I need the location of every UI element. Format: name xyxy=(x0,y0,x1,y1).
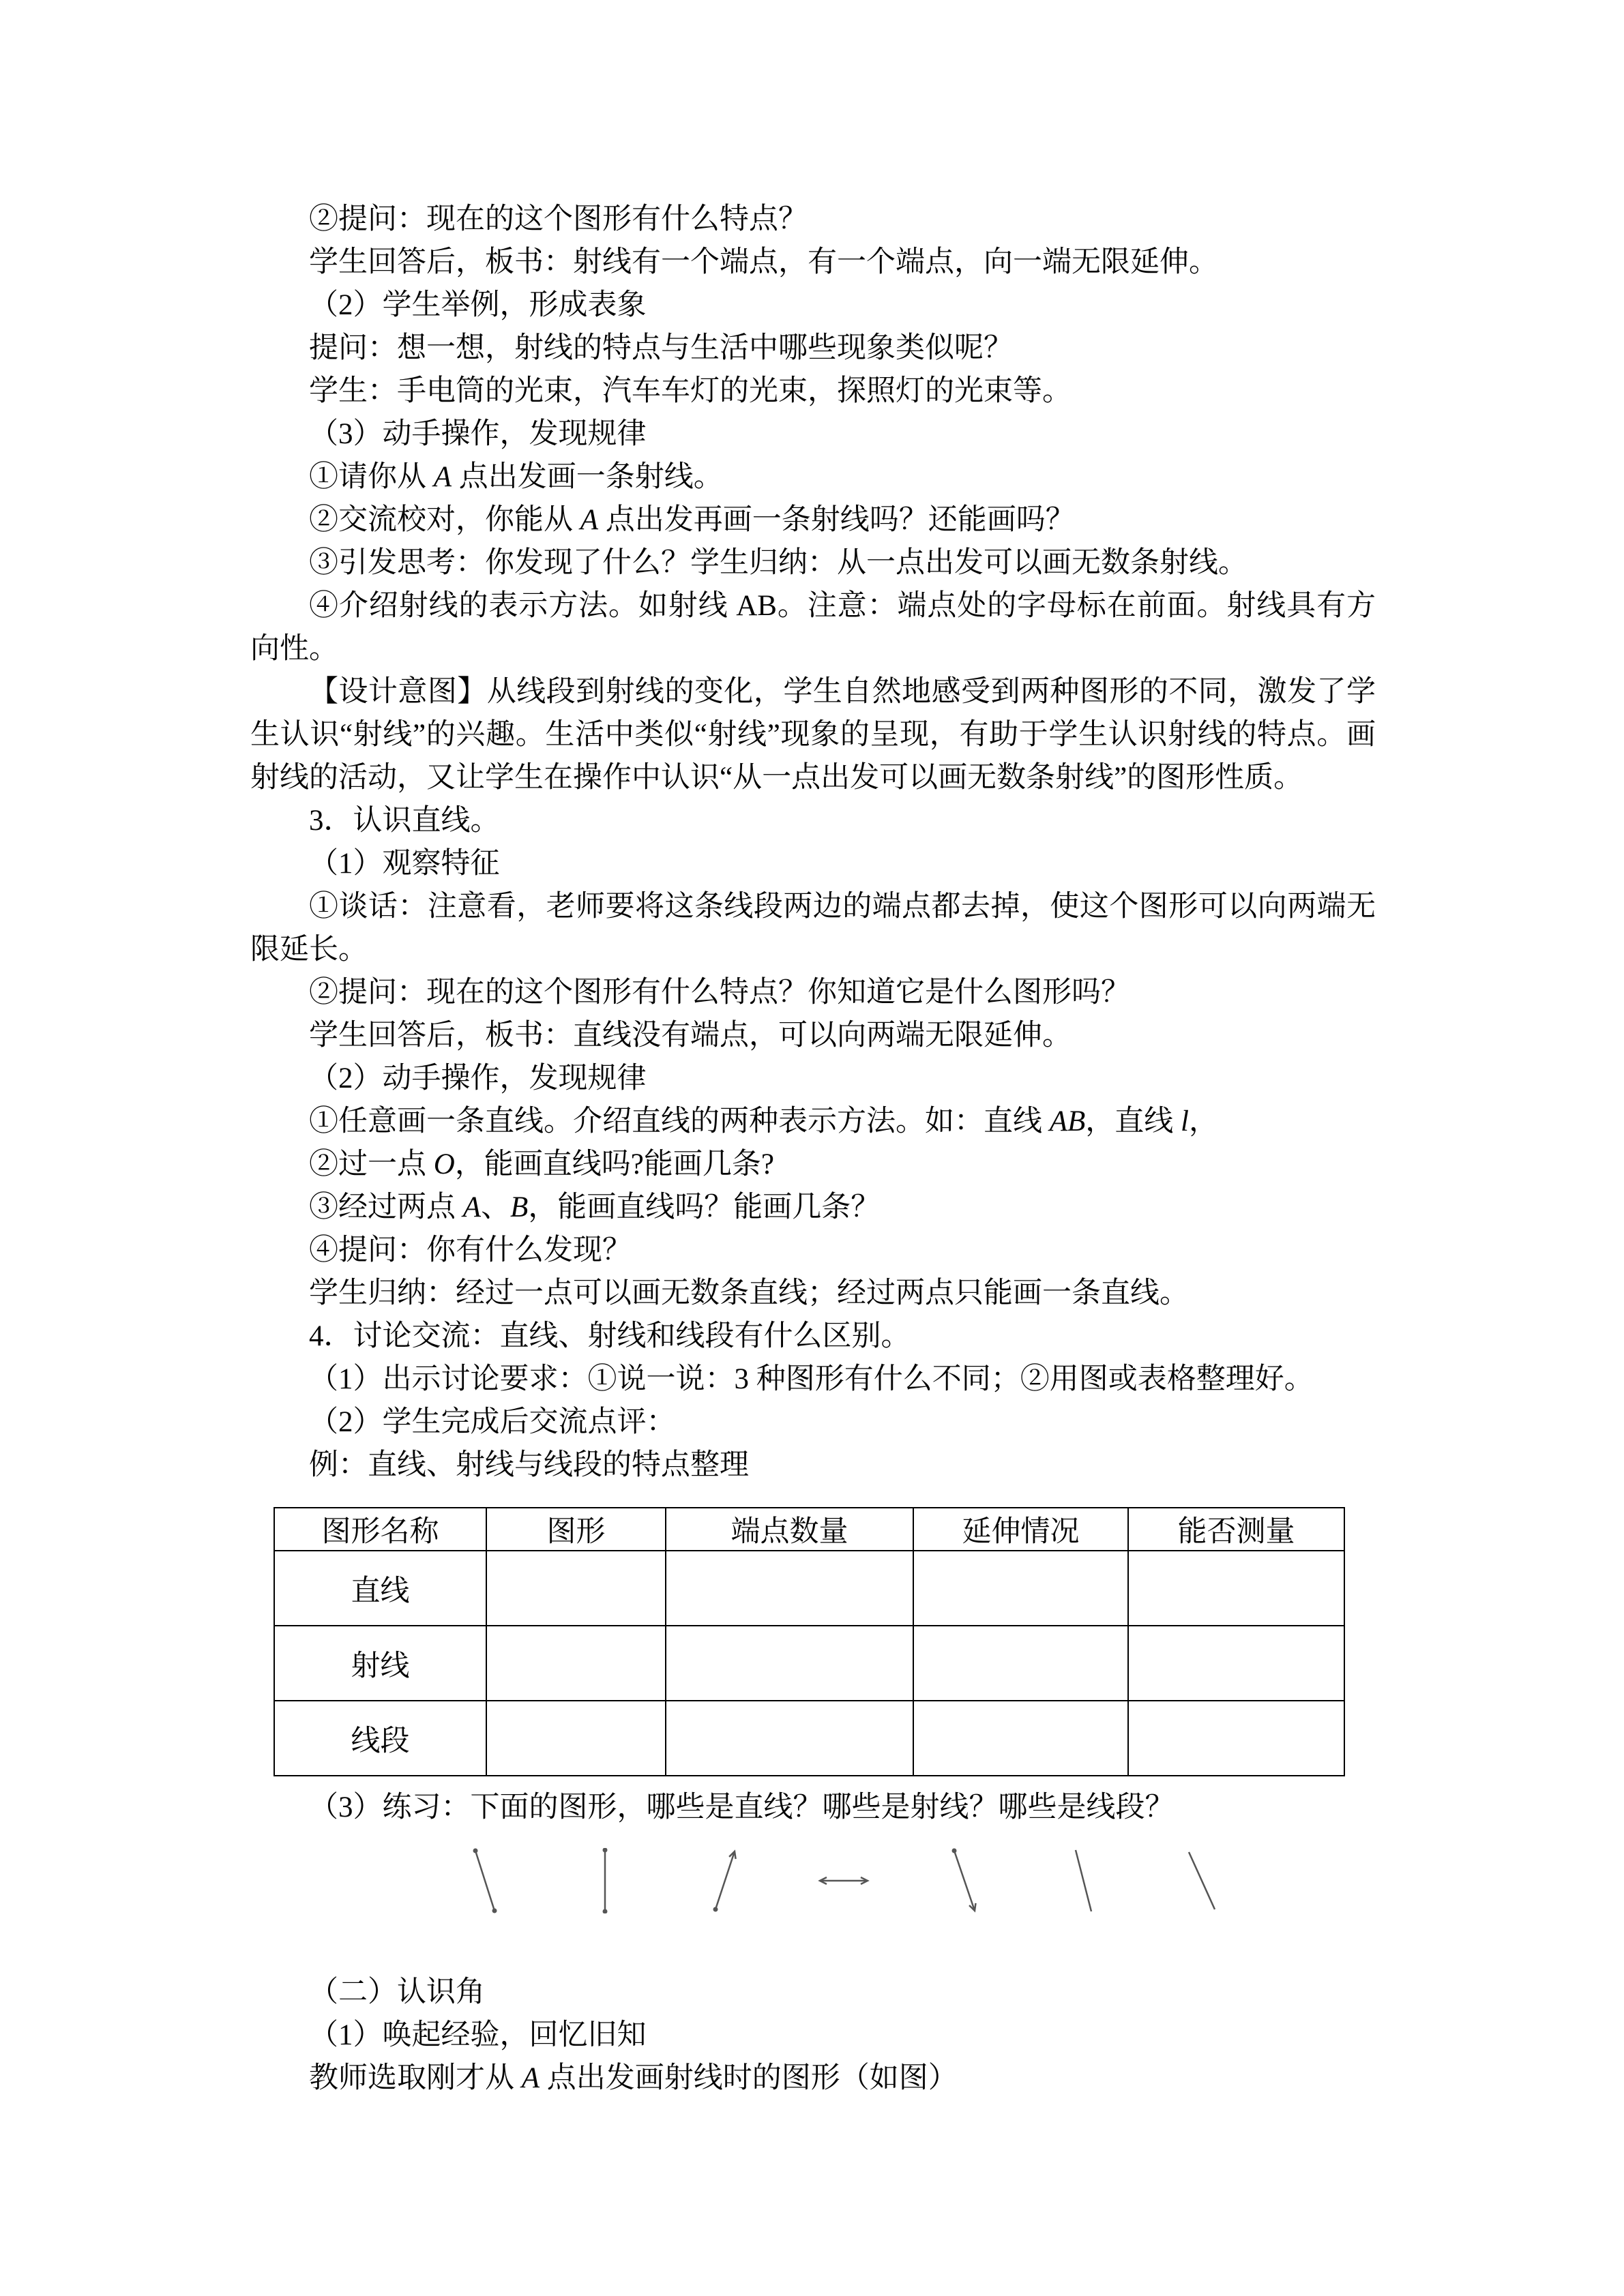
paragraph xyxy=(250,842,1376,885)
header-cell-extension: 延伸情况 xyxy=(913,1508,1128,1551)
text-run: （2）学生举例，形成表象 xyxy=(309,289,647,321)
empty-cell xyxy=(666,1551,913,1626)
header-cell-figure: 图形 xyxy=(486,1508,666,1551)
empty-cell xyxy=(1128,1626,1344,1701)
math-variable: A xyxy=(580,504,599,536)
empty-cell xyxy=(486,1626,666,1701)
text-run: 学生：手电筒的光束，汽车车灯的光束，探照灯的光束等。 xyxy=(309,375,1072,407)
text-block-practice xyxy=(250,1786,1376,1829)
text-run: （3）练习：下面的图形，哪些是直线？哪些是射线？哪些是线段？ xyxy=(309,1791,1175,1823)
paragraph xyxy=(250,241,1376,284)
math-variable: O xyxy=(433,1148,455,1180)
paragraph xyxy=(250,584,1376,670)
text-run: 提问：想一想，射线的特点与生活中哪些现象类似呢？ xyxy=(309,332,1013,364)
text-run: 4．讨论交流：直线、射线和线段有什么区别。 xyxy=(309,1320,911,1352)
text-run: （2）动手操作，发现规律 xyxy=(309,1062,647,1094)
text-run: ②交流校对，你能从 xyxy=(309,504,580,536)
paragraph xyxy=(250,456,1376,498)
practice-figure-1 xyxy=(455,1848,516,1913)
paragraph xyxy=(250,1272,1376,1315)
paragraph xyxy=(250,1143,1376,1186)
paragraph xyxy=(250,1057,1376,1100)
text-run: （1）观察特征 xyxy=(309,848,500,880)
text-run: 3．认识直线。 xyxy=(309,805,500,837)
row-label-cell: 直线 xyxy=(274,1551,486,1626)
paragraph xyxy=(250,1014,1376,1057)
table-row-line xyxy=(274,1551,1344,1626)
text-run: 学生归纳：经过一点可以画无数条直线；经过两点只能画一条直线。 xyxy=(309,1277,1189,1309)
practice-figure-5 xyxy=(932,1848,994,1913)
practice-figure-6 xyxy=(1052,1848,1113,1913)
text-run: ， xyxy=(1189,1105,1218,1137)
text-run: ④介绍射线的表示方法。如射线 AB。注意：端点处的字母标在前面。射线具有方向性。 xyxy=(250,590,1376,665)
text-run: ①任意画一条直线。介绍直线的两种表示方法。如：直线 xyxy=(309,1105,1050,1137)
paragraph xyxy=(250,198,1376,241)
practice-figures-row xyxy=(455,1847,1376,1915)
header-cell-figure-name: 图形名称 xyxy=(274,1508,486,1551)
practice-figure-4 xyxy=(813,1848,874,1913)
paragraph xyxy=(250,799,1376,842)
paragraph xyxy=(250,1444,1376,1487)
paragraph xyxy=(250,541,1376,584)
paragraph xyxy=(250,1315,1376,1358)
empty-cell xyxy=(913,1626,1128,1701)
paragraph xyxy=(250,1401,1376,1444)
paragraph xyxy=(250,670,1376,799)
text-run: 、 xyxy=(481,1191,511,1223)
text-run: （2）学生完成后交流点评： xyxy=(309,1406,676,1438)
math-variable: A xyxy=(433,461,452,493)
text-run: ，直线 xyxy=(1085,1105,1181,1137)
text-run: ②过一点 xyxy=(309,1148,434,1180)
text-run: ，能画直线吗？能画几条？ xyxy=(528,1191,881,1223)
text-run: （二）认识角 xyxy=(309,1976,485,2008)
text-run: ①谈话：注意看，老师要将这条线段两边的端点都去掉，使这个图形可以向两端无限延长。 xyxy=(250,891,1376,966)
paragraph xyxy=(250,1100,1376,1143)
empty-cell xyxy=(1128,1551,1344,1626)
paragraph xyxy=(250,284,1376,327)
empty-cell xyxy=(666,1701,913,1776)
paragraph xyxy=(250,370,1376,413)
text-run: 点出发画射线时的图形（如图） xyxy=(540,2062,958,2094)
empty-cell xyxy=(913,1701,1128,1776)
text-run: 【设计意图】从线段到射线的变化，学生自然地感受到两种图形的不同，激发了学生认识“射线”的兴趣。生活中类似“射线”现象的呈现，有助于学生认识射线的特点。画射线的活动，又让学生在操作中认识“从一点出发可以画无数条射线”的图形性质。 xyxy=(250,676,1376,794)
text-run: ①请你从 xyxy=(309,461,434,493)
text-block-angle-section xyxy=(250,1971,1376,2100)
paragraph xyxy=(250,971,1376,1014)
text-run: （1）唤起经验，回忆旧知 xyxy=(309,2019,647,2051)
text-run: （3）动手操作，发现规律 xyxy=(309,418,647,450)
text-run: ②提问：现在的这个图形有什么特点？你知道它是什么图形吗？ xyxy=(309,976,1130,1009)
math-variable: A xyxy=(521,2062,540,2094)
text-run: （1）出示讨论要求：①说一说：3 种图形有什么不同；②用图或表格整理好。 xyxy=(309,1363,1314,1395)
text-run: ，能画直线吗?能画几条? xyxy=(454,1148,774,1180)
math-variable: AB xyxy=(1049,1105,1086,1137)
paragraph xyxy=(250,498,1376,541)
math-variable: B xyxy=(510,1191,529,1223)
paragraph xyxy=(250,885,1376,971)
empty-cell xyxy=(486,1701,666,1776)
paragraph xyxy=(250,1358,1376,1401)
empty-cell xyxy=(1128,1701,1344,1776)
empty-cell xyxy=(913,1551,1128,1626)
table-header-row xyxy=(274,1508,1344,1551)
paragraph xyxy=(250,1186,1376,1229)
text-run: ④提问：你有什么发现？ xyxy=(309,1234,632,1266)
row-label-cell: 射线 xyxy=(274,1626,486,1701)
text-run: ②提问：现在的这个图形有什么特点？ xyxy=(309,203,808,235)
empty-cell xyxy=(486,1551,666,1626)
row-label-cell: 线段 xyxy=(274,1701,486,1776)
text-run: 学生回答后，板书：直线没有端点，可以向两端无限延伸。 xyxy=(309,1019,1072,1052)
document-content xyxy=(250,198,1376,2100)
practice-figure-7 xyxy=(1171,1848,1232,1913)
header-cell-endpoint-count: 端点数量 xyxy=(666,1508,913,1551)
math-variable: A xyxy=(462,1191,482,1223)
paragraph xyxy=(250,1229,1376,1272)
text-run: 学生回答后，板书：射线有一个端点，有一个端点，向一端无限延伸。 xyxy=(309,246,1218,278)
text-run: 点出发再画一条射线吗？还能画吗？ xyxy=(598,504,1075,536)
paragraph xyxy=(250,327,1376,370)
text-run: 点出发画一条射线。 xyxy=(452,461,723,493)
summary-table xyxy=(274,1507,1345,1776)
math-variable: l xyxy=(1181,1105,1189,1137)
table-row-segment xyxy=(274,1701,1344,1776)
table-row-ray xyxy=(274,1626,1344,1701)
text-run: 例：直线、射线与线段的特点整理 xyxy=(309,1449,749,1481)
paragraph xyxy=(250,413,1376,456)
paragraph xyxy=(250,1971,1376,2014)
empty-cell xyxy=(666,1626,913,1701)
paragraph xyxy=(250,2014,1376,2057)
text-run: 教师选取刚才从 xyxy=(309,2062,522,2094)
paragraph xyxy=(250,2057,1376,2100)
text-block-main xyxy=(250,198,1376,1487)
header-cell-measurable: 能否测量 xyxy=(1128,1508,1344,1551)
paragraph xyxy=(250,1786,1376,1829)
practice-figure-3 xyxy=(694,1848,755,1913)
text-run: ③经过两点 xyxy=(309,1191,463,1223)
text-run: ③引发思考：你发现了什么？学生归纳：从一点出发可以画无数条射线。 xyxy=(309,547,1247,579)
practice-figure-2 xyxy=(574,1848,636,1913)
